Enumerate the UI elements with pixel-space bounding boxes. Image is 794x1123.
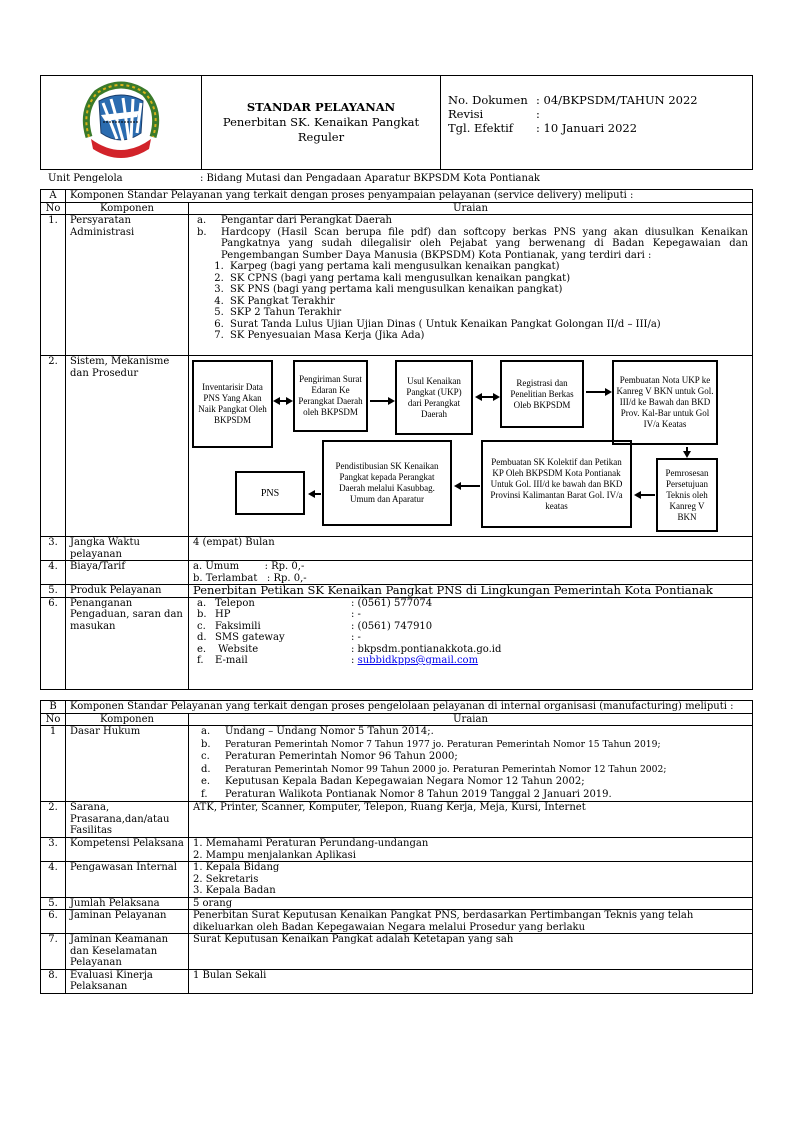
row-komponen: Kompetensi Pelaksana — [66, 838, 189, 862]
table-row — [41, 585, 753, 598]
row-no: 3. — [41, 838, 66, 862]
item-text: Peraturan Pemerintah Nomor 99 Tahun 2000 jo. Peraturan Pemerintah Nomor 12 Tahun 2002; — [225, 763, 667, 775]
contact-label: Faksimili — [215, 620, 261, 632]
table-row — [41, 597, 753, 689]
item-letter: a. — [197, 215, 207, 226]
procedure-flowchart — [189, 356, 752, 536]
row-no: 2. — [41, 356, 66, 537]
col-no: No — [41, 202, 66, 215]
table-row — [41, 910, 753, 934]
contact-label: Telepon — [215, 597, 255, 609]
flow-step-4: Registrasi dan Penelitian Berkas Oleb BKPSDM — [500, 360, 584, 428]
contact-website — [193, 644, 748, 656]
row-uraian — [189, 726, 753, 802]
table-row — [41, 802, 753, 838]
requirement-b — [193, 227, 748, 262]
list-item: 5. SKP 2 Tahun Terakhir — [227, 307, 748, 319]
arrowhead-down-icon — [683, 451, 691, 458]
arrowhead-right-icon — [493, 393, 500, 401]
competency-item: 1. Memahami Peraturan Perundang-undangan — [193, 838, 429, 849]
kota-pontianak-logo — [79, 81, 163, 161]
table-row — [41, 726, 753, 802]
contact-letter: c. — [197, 620, 206, 632]
requirement-list — [193, 261, 748, 342]
row-no: 3. — [41, 537, 66, 561]
contact-hp — [193, 609, 748, 621]
supervision-item: 2. Sekretaris — [193, 873, 259, 885]
flow-step-7: Pembuatan SK Kolektif dan Petikan KP Oleh BKPSDM Kota Pontianak Untuk Gol. III/d ke bawah dan BKD Provinsi Kalimantan Barat Gol. IV/a keatas — [481, 440, 632, 528]
flow-step-3: Usul Kenaikan Pangkat (UKP) dari Perangkat Daerah — [395, 360, 473, 435]
arrowhead-right-icon — [388, 397, 395, 405]
row-komponen: Sistem, Mekanisme dan Prosedur — [66, 356, 189, 537]
col-no: No — [41, 713, 66, 726]
contact-label: SMS gateway — [215, 632, 285, 643]
col-komponen: Komponen — [66, 713, 189, 726]
row-uraian — [189, 215, 753, 356]
logo-cell — [41, 76, 202, 170]
contact-label: HP — [215, 609, 231, 620]
item-letter: c. — [201, 751, 210, 762]
legal-basis-item — [193, 789, 748, 802]
row-no: 6. — [41, 910, 66, 934]
row-no: 5. — [41, 897, 66, 910]
arrowhead-right-icon — [605, 388, 612, 396]
row-no: 2. — [41, 802, 66, 838]
section-a-column-header — [41, 202, 753, 215]
section-b-letter: B — [41, 701, 66, 714]
table-row — [41, 356, 753, 537]
section-b-header — [41, 701, 753, 714]
item-letter: f. — [201, 788, 208, 800]
row-uraian — [189, 561, 753, 585]
row-uraian — [189, 597, 753, 689]
item-letter: d. — [201, 763, 211, 775]
contact-sms-gateway — [193, 632, 748, 644]
legal-basis-item — [193, 764, 748, 777]
tarif-terlambat: b. Terlambat : Rp. 0,- — [193, 572, 307, 584]
contact-letter: b. — [197, 609, 207, 620]
flow-arrow-3-4 — [481, 396, 493, 398]
flow-step-2: Pengiriman Surat Edaran Ke Perangkat Daerah oleh BKPSDM — [293, 360, 368, 432]
supervision-item: 1. Kepala Bidang — [193, 862, 280, 873]
list-item: 6. Surat Tanda Lulus Ujian Ujian Dinas ( Untuk Kenaikan Pangkat Golongan II/d – III/a) — [227, 319, 748, 331]
section-b-column-header — [41, 713, 753, 726]
row-komponen: Sarana, Prasarana,dan/atau Fasilitas — [66, 802, 189, 838]
legal-basis-item — [193, 776, 748, 789]
table-row — [41, 897, 753, 910]
contact-value: : - — [351, 609, 361, 620]
row-komponen: Jaminan Keamanan dan Keselamatan Pelayanan — [66, 934, 189, 970]
section-b-title: Komponen Standar Pelayanan yang terkait dengan proses pengelolaan pelayanan di internal organisasi (manufacturing) meliputi : — [66, 701, 753, 714]
row-uraian — [189, 838, 753, 862]
table-row — [41, 862, 753, 898]
row-uraian: ATK, Printer, Scanner, Komputer, Telepon, Ruang Kerja, Meja, Kursi, Internet — [189, 802, 753, 838]
doc-no-label: No. Dokumen — [448, 93, 528, 107]
section-b-table — [40, 700, 753, 994]
tgl-efektif-value: : 10 Januari 2022 — [536, 121, 638, 135]
flow-step-5: Pembuatan Nota UKP ke Kanreg V BKN untuk Gol. III/d ke Bawah dan BKD Prov. Kal-Bar untuk Gol IV/a Keatas — [612, 360, 718, 445]
item-letter: e. — [201, 776, 211, 787]
row-uraian: Penerbitan Surat Keputusan Kenaikan Pangkat PNS, berdasarkan Pertimbangan Teknis yang telah dikeluarkan oleh Badan Kepegawaian Negara melalui Prosedur yang berlaku — [189, 910, 753, 934]
row-komponen: Jumlah Pelaksana — [66, 897, 189, 910]
item-text: Pengantar dari Perangkat Daerah — [221, 215, 392, 226]
flow-step-9: PNS — [235, 471, 305, 515]
arrowhead-left-icon — [454, 482, 461, 490]
flow-arrow-8-9 — [315, 493, 321, 495]
row-no: 1 — [41, 726, 66, 802]
tgl-efektif-label: Tgl. Efektif — [448, 121, 514, 135]
row-uraian: Surat Keputusan Kenaikan Pangkat adalah Ketetapan yang sah — [189, 934, 753, 970]
row-no: 5. — [41, 585, 66, 598]
list-item: 4. SK Pangkat Terakhir — [227, 296, 748, 308]
requirement-a — [193, 215, 748, 227]
item-letter: b. — [197, 226, 207, 238]
doc-no-row — [448, 93, 748, 107]
row-komponen: Produk Pelayanan — [66, 585, 189, 598]
table-row — [41, 838, 753, 862]
contact-value: : (0561) 577074 — [351, 597, 433, 609]
contact-value: : (0561) 747910 — [351, 620, 433, 632]
flow-arrow-2-3 — [370, 400, 388, 402]
contact-letter: d. — [197, 632, 207, 643]
header-table — [40, 75, 753, 170]
row-uraian: 5 orang — [189, 897, 753, 910]
contact-label: Website — [215, 643, 259, 655]
table-row — [41, 561, 753, 585]
contact-letter: a. — [197, 597, 207, 609]
flow-step-1: Inventarisir Data PNS Yang Akan Naik Pangkat Oleh BKPSDM — [192, 360, 273, 448]
col-komponen: Komponen — [66, 202, 189, 215]
item-text: Undang – Undang Nomor 5 Tahun 2014;. — [225, 726, 434, 737]
document-subtitle: Penerbitan SK. Kenaikan Pangkat Reguler — [222, 115, 420, 144]
title-cell — [202, 76, 441, 170]
arrowhead-left-icon — [475, 393, 482, 401]
row-uraian — [189, 862, 753, 898]
row-komponen: Evaluasi Kinerja Pelaksanan — [66, 969, 189, 993]
table-row — [41, 934, 753, 970]
row-uraian: 1 Bulan Sekali — [189, 969, 753, 993]
flow-step-8: Pendistibusian SK Kenaikan Pangkat kepada Perangkat Daerah melalui Kasubbag. Umum dan Aparatur — [322, 440, 452, 526]
contact-value: : - — [351, 632, 361, 643]
table-row — [41, 537, 753, 561]
row-no: 4. — [41, 862, 66, 898]
row-no: 4. — [41, 561, 66, 585]
doc-no-value: : 04/BKPSDM/TAHUN 2022 — [536, 93, 698, 107]
row-komponen: Jaminan Pelayanan — [66, 910, 189, 934]
item-text: Keputusan Kepala Badan Kepegawaian Negara Nomor 12 Tahun 2002; — [225, 776, 585, 787]
row-no: 6. — [41, 597, 66, 689]
legal-basis-item — [193, 726, 748, 739]
row-komponen: Pengawasan Internal — [66, 862, 189, 898]
item-letter: b. — [201, 738, 211, 750]
row-no: 8. — [41, 969, 66, 993]
flow-arrow-4-5 — [586, 391, 605, 393]
row-no: 1. — [41, 215, 66, 356]
contact-label: E-mail — [215, 655, 248, 666]
row-komponen: Penanganan Pengaduan, saran dan masukan — [66, 597, 189, 689]
table-row — [41, 215, 753, 356]
contact-colon: : — [351, 655, 358, 666]
item-letter: a. — [201, 726, 211, 737]
revisi-value: : — [536, 107, 540, 121]
arrowhead-left-icon — [273, 397, 280, 405]
legal-basis-item — [193, 751, 748, 764]
contact-telepon — [193, 598, 748, 610]
arrowhead-left-icon — [634, 491, 641, 499]
row-uraian: Penerbitan Petikan SK Kenaikan Pangkat PNS di Lingkungan Pemerintah Kota Pontianak — [189, 585, 753, 598]
document-info-cell — [441, 76, 753, 170]
flow-arrow-6-7 — [641, 494, 655, 496]
arrowhead-right-icon — [286, 397, 293, 405]
row-komponen: Jangka Waktu pelayanan — [66, 537, 189, 561]
unit-pengelola-label: Unit Pengelola — [48, 173, 123, 184]
item-text: Peraturan Pemerintah Nomor 7 Tahun 1977 jo. Peraturan Pemerintah Nomor 15 Tahun 2019; — [225, 738, 661, 750]
list-item: 3. SK PNS (bagi yang pertama kali mengusulkan kenaikan pangkat) — [227, 284, 748, 296]
section-a-letter: A — [41, 190, 66, 203]
flowchart-cell — [189, 356, 753, 537]
tgl-efektif-row — [448, 121, 748, 135]
item-text: Peraturan Walikota Pontianak Nomor 8 Tahun 2019 Tanggal 2 Januari 2019. — [225, 788, 612, 800]
section-a-table — [40, 189, 753, 690]
contact-email — [193, 655, 748, 667]
flow-step-6: Pemrosesan Persetujuan Teknis oleh Kanreg V BKN — [656, 458, 718, 532]
row-komponen: Biaya/Tarif — [66, 561, 189, 585]
row-komponen: Persyaratan Administrasi — [66, 215, 189, 356]
col-uraian: Uraian — [189, 713, 753, 726]
row-uraian: 4 (empat) Bulan — [189, 537, 753, 561]
table-row — [41, 969, 753, 993]
contact-letter: e. — [197, 643, 207, 655]
item-text: Peraturan Pemerintah Nomor 96 Tahun 2000; — [225, 751, 458, 762]
list-item: 7. SK Penyesuaian Masa Kerja (Jika Ada) — [227, 330, 748, 342]
section-a-title: Komponen Standar Pelayanan yang terkait dengan proses penyampaian pelayanan (service delivery) meliputi : — [66, 190, 753, 203]
item-text: Hardcopy (Hasil Scan berupa file pdf) dan softcopy berkas PNS yang akan diusulkan Kenaikan Pangkatnya yang sudah dilegalisir oleh Pejabat yang berwenang di Badan Kepegawaian dan Pengembangan Sumber Daya Manusia (BKPSDM) Kota Pontianak, yang terdiri dari : — [221, 226, 748, 261]
unit-pengelola-value: : Bidang Mutasi dan Pengadaan Aparatur BKPSDM Kota Pontianak — [200, 173, 540, 184]
tarif-umum: a. Umum : Rp. 0,- — [193, 561, 305, 572]
flow-arrow-7-8 — [461, 485, 480, 487]
legal-basis-item — [193, 739, 748, 752]
contact-letter: f. — [197, 655, 204, 666]
row-no: 7. — [41, 934, 66, 970]
contact-faksimili — [193, 621, 748, 633]
website-value: : bkpsdm.pontianakkota.go.id — [351, 643, 502, 655]
arrowhead-left-icon — [308, 490, 315, 498]
revisi-label: Revisi — [448, 107, 484, 121]
email-link[interactable]: subbidkpps@gmail.com — [357, 655, 479, 666]
row-komponen: Dasar Hukum — [66, 726, 189, 802]
document-title: STANDAR PELAYANAN — [246, 100, 396, 114]
col-uraian: Uraian — [189, 202, 753, 215]
list-item: 1. Karpeg (bagi yang pertama kali mengusulkan kenaikan pangkat) — [227, 261, 748, 273]
list-item: 2. SK CPNS (bagi yang pertama kali mengusulkan kenaikan pangkat) — [227, 273, 748, 285]
supervision-item: 3. Kepala Badan — [193, 885, 276, 896]
section-a-header — [41, 190, 753, 203]
revisi-row — [448, 107, 748, 121]
competency-item: 2. Mampu menjalankan Aplikasi — [193, 849, 356, 861]
